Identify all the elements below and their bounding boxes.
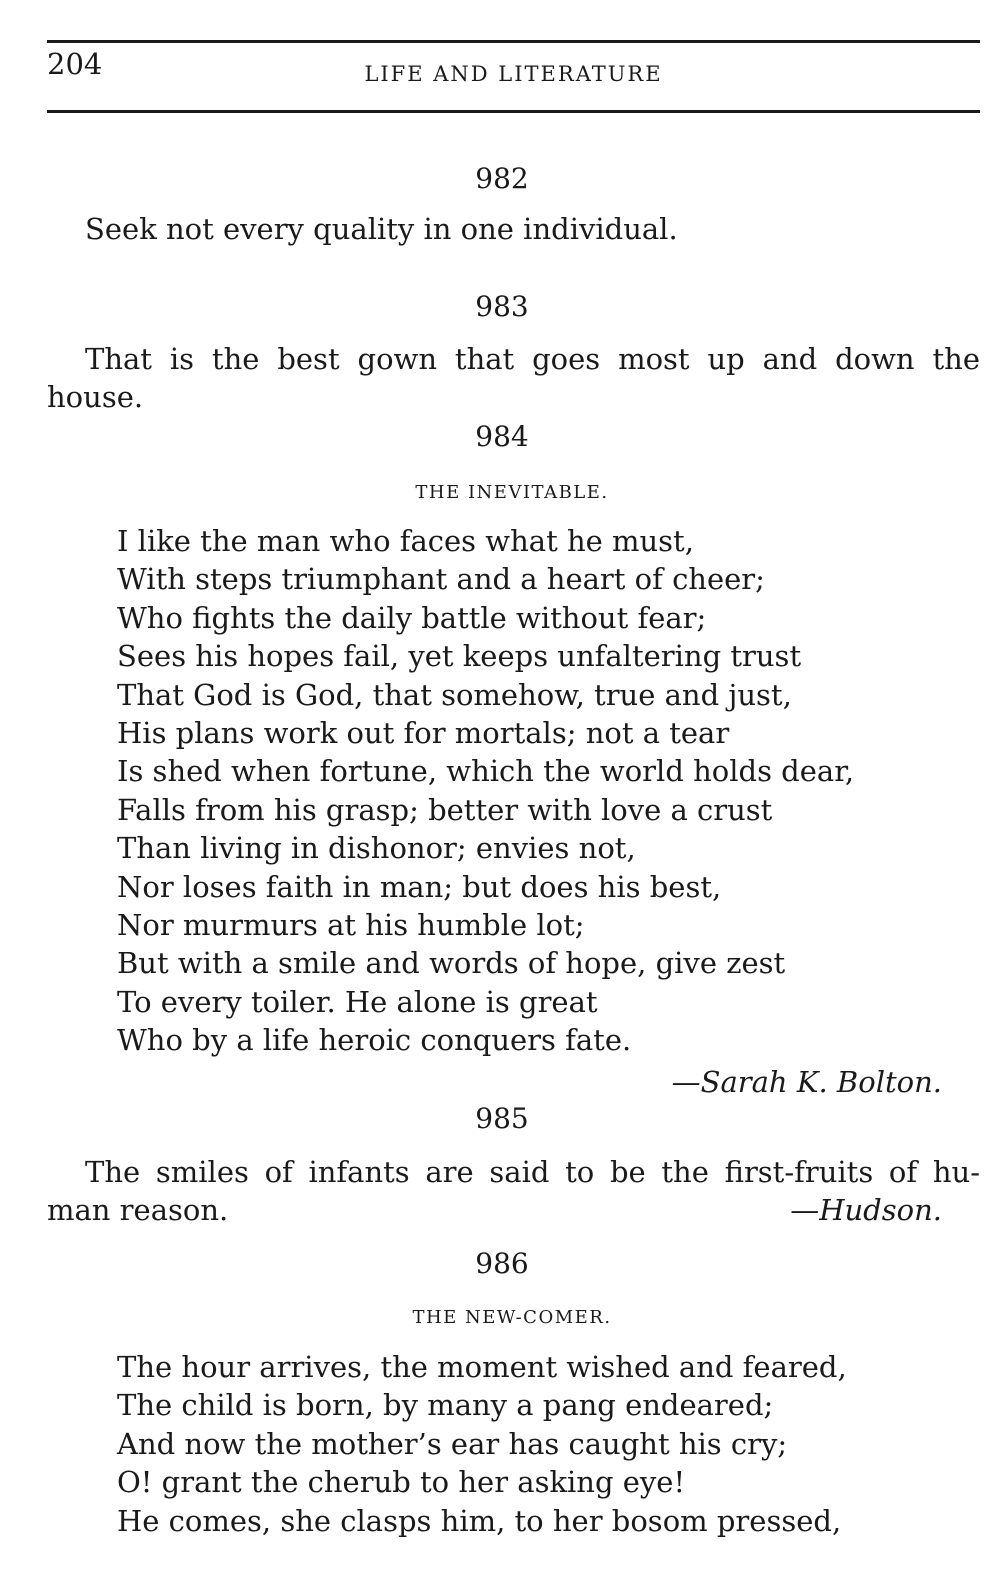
poem-line: Who fights the daily battle without fear; <box>117 600 707 635</box>
entry-number-983: 983 <box>475 290 529 323</box>
poem-line: To every toiler. He alone is great <box>117 984 598 1019</box>
running-title: LIFE AND LITERATURE <box>364 62 663 86</box>
attribution-bolton: —Sarah K. Bolton. <box>671 1065 942 1099</box>
poem-inevitable <box>117 522 977 1060</box>
poem-line: Falls from his grasp; better with love a crust <box>117 792 773 827</box>
poem-line: Nor murmurs at his humble lot; <box>117 908 585 943</box>
entry-number-982: 982 <box>475 162 529 195</box>
poem-line: The child is born, by many a pang endeared; <box>117 1388 774 1423</box>
poem-title-new-comer: THE NEW-COMER. <box>412 1307 612 1328</box>
entry-982-text <box>47 210 980 248</box>
entry-983-line-2: house. <box>47 380 144 414</box>
poem-line: O! grant the cherub to her asking eye! <box>117 1465 686 1500</box>
entry-983-line-1: That is the best gown that goes most up and down the <box>85 342 980 376</box>
poem-line: I like the man who faces what he must, <box>117 524 694 558</box>
poem-line: With steps triumphant and a heart of cheer; <box>117 562 765 597</box>
entry-number-985: 985 <box>475 1102 529 1135</box>
poem-line: Nor loses faith in man; but does his best, <box>117 869 722 904</box>
entry-number-986: 986 <box>475 1247 529 1280</box>
poem-line: The hour arrives, the moment wished and feared, <box>117 1350 847 1384</box>
poem-line: But with a smile and words of hope, give zest <box>117 946 786 981</box>
poem-line: He comes, she clasps him, to her bosom pressed, <box>117 1503 842 1538</box>
poem-line: Is shed when fortune, which the world holds dear, <box>117 754 855 789</box>
entry-number-984: 984 <box>475 420 529 453</box>
poem-line: And now the mother’s ear has caught his cry; <box>117 1426 788 1461</box>
page-number: 204 <box>47 47 103 81</box>
entry-982-line: Seek not every quality in one individual. <box>85 212 678 246</box>
header-rule-bottom <box>47 110 980 113</box>
poem-line: Sees his hopes fail, yet keeps unfaltering trust <box>117 639 802 674</box>
poem-line: Than living in dishonor; envies not, <box>117 831 636 866</box>
poem-line: Who by a life heroic conquers fate. <box>117 1023 632 1058</box>
poem-new-comer <box>117 1348 977 1540</box>
poem-line: His plans work out for mortals; not a tear <box>117 716 730 751</box>
poem-line: That God is God, that somehow, true and just, <box>117 677 792 712</box>
poem-title-inevitable: THE INEVITABLE. <box>415 482 609 503</box>
entry-983-text <box>47 340 980 416</box>
attribution-hudson: —Hudson. <box>790 1193 942 1227</box>
entry-985-line-1: The smiles of infants are said to be the first-fruits of hu- <box>85 1155 980 1189</box>
header-rule-top <box>47 40 980 43</box>
entry-985-line-2: man reason. <box>47 1193 229 1227</box>
